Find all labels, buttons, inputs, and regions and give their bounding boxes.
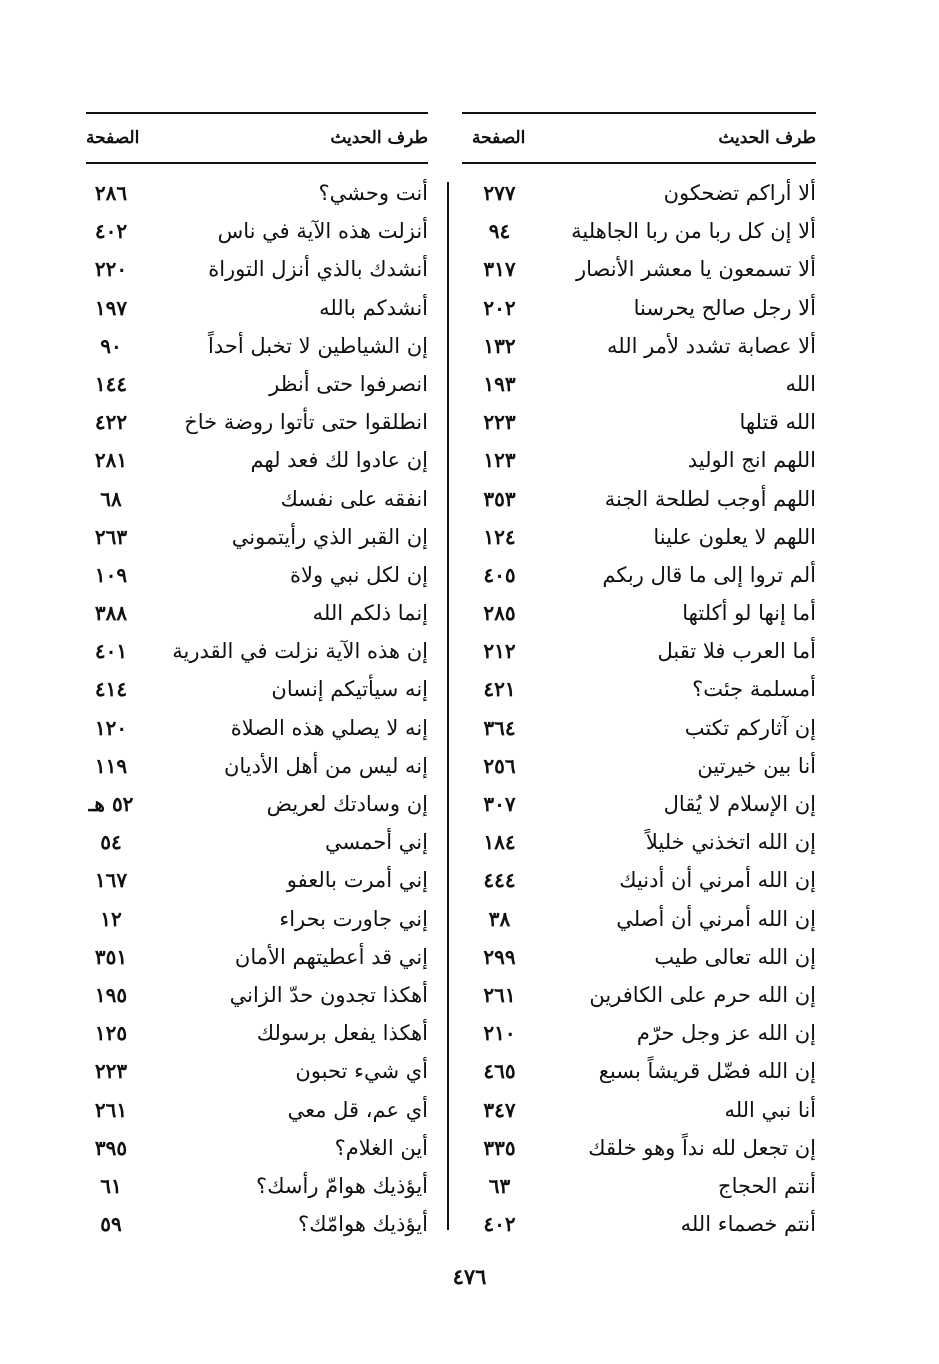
- page-ref: ٢٦١: [483, 982, 516, 1007]
- hadith-text: إن عادوا لك فعد لهم: [250, 448, 428, 473]
- page-ref: ٢٨١: [94, 448, 128, 473]
- hadith-text: إن وسادتك لعريض: [266, 792, 428, 816]
- index-entry: [462, 480, 816, 518]
- hadith-text: أهكذا تجدون حدّ الزاني: [229, 982, 428, 1007]
- index-entry: [462, 365, 816, 403]
- hadith-text: الله: [785, 371, 816, 396]
- index-entry: [462, 518, 816, 556]
- hadith-text: اللهم أوجب لطلحة الجنة: [604, 486, 816, 511]
- hadith-text: إن الله حرم على الكافرين: [589, 982, 816, 1007]
- hadith-text: إنما ذلكم الله: [312, 601, 428, 626]
- index-entry: [462, 1129, 816, 1167]
- hadith-text: أمسلمة جئت؟: [692, 677, 816, 702]
- page-ref: ٥٤: [100, 830, 122, 855]
- page-ref: ٦١: [100, 1173, 122, 1198]
- page-ref: ٢١٠: [483, 1021, 516, 1046]
- hadith-text: انصرفوا حتى أنظر: [269, 371, 428, 396]
- hadith-text: ألا تسمعون يا معشر الأنصار: [576, 257, 816, 282]
- index-entry: [462, 900, 816, 938]
- page-ref: ٤٠٥: [483, 562, 516, 587]
- page-ref: ٢٨٥: [483, 601, 516, 626]
- page-ref: ١٢٥: [94, 1021, 128, 1046]
- hadith-text: إني قد أعطيتهم الأمان: [234, 944, 428, 969]
- hadith-text: أنت وحشي؟: [318, 181, 428, 205]
- index-entry: [462, 823, 816, 861]
- hadith-text: إن الله تعالى طيب: [654, 944, 816, 969]
- page-ref: ٩٤: [488, 219, 511, 244]
- page-ref: ٢٨٦: [94, 181, 128, 205]
- hadith-text: انفقه على نفسك: [280, 486, 428, 511]
- index-entry: [86, 365, 428, 403]
- page-ref: ٦٨: [100, 486, 122, 511]
- page-ref: ٢٧٧: [483, 181, 516, 205]
- index-entry: [462, 861, 816, 899]
- index-entry: [86, 250, 428, 288]
- hadith-text: أما إنها لو أكلتها: [682, 601, 816, 626]
- index-entry: [86, 785, 428, 823]
- index-entry: [86, 1129, 428, 1167]
- index-entry: [462, 441, 816, 479]
- hadith-text: أنشدك بالذي أنزل التوراة: [208, 257, 428, 282]
- page-ref: ١٢٤: [483, 524, 516, 549]
- page-ref: ٣٦٤: [483, 715, 516, 740]
- page-ref: ٢٩٩: [483, 944, 516, 969]
- index-entry: [86, 327, 428, 365]
- column-header: [86, 114, 428, 162]
- index-entry: [462, 403, 816, 441]
- page-ref: ٣١٧: [483, 257, 516, 282]
- index-entry: [462, 709, 816, 747]
- header-title-label: طرف الحديث: [330, 128, 428, 148]
- page-ref: ٥٩: [100, 1212, 122, 1237]
- entry-list: [462, 164, 816, 1243]
- hadith-text: إنه سيأتيكم إنسان: [271, 677, 428, 702]
- index-entry: [462, 670, 816, 708]
- page-ref: ٢٥٦: [483, 753, 516, 778]
- hadith-text: ألا عصابة تشدد لأمر الله: [607, 333, 816, 358]
- hadith-text: ألا رجل صالح يحرسنا: [633, 295, 816, 320]
- index-entry: [86, 632, 428, 670]
- page-ref: ٥٢ هـ: [88, 792, 134, 816]
- index-entry: [462, 976, 816, 1014]
- hadith-text: أي عم، قل معي: [287, 1097, 428, 1122]
- page-ref: ٢٢٣: [94, 1059, 128, 1084]
- hadith-text: إن القبر الذي رأيتموني: [231, 524, 428, 549]
- page-ref: ٣٤٧: [483, 1097, 516, 1122]
- index-entry: [86, 289, 428, 327]
- hadith-text: إن الله أمرني أن أصلي: [616, 906, 816, 931]
- entry-list: [86, 164, 428, 1243]
- page-ref: ٤٠٢: [94, 219, 128, 244]
- hadith-text: أيؤذيك هوامّك؟: [298, 1212, 428, 1237]
- index-entry: [462, 327, 816, 365]
- hadith-text: إن الله فضّل قريشاً بسبع: [598, 1059, 816, 1084]
- hadith-text: إن آثاركم تكتب: [684, 715, 816, 740]
- hadith-text: إن تجعل لله نداً وهو خلقك: [588, 1135, 816, 1160]
- index-entry: [462, 1052, 816, 1090]
- page-ref: ٢٠٢: [483, 295, 516, 320]
- page-ref: ٤٠٢: [483, 1212, 516, 1237]
- index-entry: [462, 250, 816, 288]
- page-ref: ٢٦١: [94, 1097, 128, 1122]
- hadith-text: إن الله اتخذني خليلاً: [645, 830, 816, 855]
- hadith-text: إن الشياطين لا تخبل أحداً: [208, 333, 428, 358]
- header-page-label: الصفحة: [86, 128, 140, 148]
- hadith-text: أي شيء تحبون: [295, 1059, 428, 1084]
- page-ref: ٤٦٥: [483, 1059, 516, 1084]
- page-ref: ٤٢١: [483, 677, 516, 702]
- index-entry: [462, 556, 816, 594]
- page-ref: ٤٢٢: [94, 410, 128, 435]
- hadith-text: إني أمرت بالعفو: [286, 868, 428, 893]
- hadith-text: إن هذه الآية نزلت في القدرية: [172, 639, 428, 664]
- page-ref: ٣٩٥: [94, 1135, 128, 1160]
- page-ref: ١١٩: [94, 753, 128, 778]
- index-entry: [86, 212, 428, 250]
- page-ref: ١٩٧: [94, 295, 128, 320]
- index-entry: [86, 1205, 428, 1243]
- left-index-column: [86, 112, 428, 1243]
- index-entry: [86, 747, 428, 785]
- hadith-text: أيؤذيك هوامّ رأسك؟: [256, 1173, 428, 1198]
- hadith-text: أين الغلام؟: [334, 1135, 428, 1160]
- hadith-text: ألم تروا إلى ما قال ربكم: [602, 562, 816, 587]
- hadith-text: إنه لا يصلي هذه الصلاة: [230, 715, 428, 740]
- index-entry: [86, 403, 428, 441]
- page-number: ٤٧٦: [452, 1264, 487, 1289]
- hadith-text: أنا بين خيرتين: [697, 753, 816, 778]
- page-ref: ١٢: [100, 906, 122, 931]
- column-divider: [447, 182, 449, 1230]
- hadith-text: أهكذا يفعل برسولك: [256, 1021, 428, 1046]
- hadith-text: اللهم انج الوليد: [687, 448, 816, 473]
- index-entry: [86, 823, 428, 861]
- page-ref: ٩٠: [100, 333, 122, 358]
- index-entry: [86, 480, 428, 518]
- index-entry: [86, 670, 428, 708]
- index-entry: [462, 785, 816, 823]
- hadith-text: انطلقوا حتى تأتوا روضة خاخ: [184, 410, 428, 435]
- hadith-text: إني جاورت بحراء: [279, 906, 428, 931]
- index-entry: [86, 938, 428, 976]
- page-ref: ١٨٤: [483, 830, 516, 855]
- page-ref: ٢١٢: [483, 639, 516, 664]
- page-ref: ١٩٥: [94, 982, 128, 1007]
- index-entry: [86, 556, 428, 594]
- right-index-column: [462, 112, 816, 1243]
- page-ref: ٣٣٥: [483, 1135, 516, 1160]
- index-entry: [462, 1091, 816, 1129]
- page-ref: ١٩٣: [483, 371, 516, 396]
- hadith-text: إن الله أمرني أن أدنيك: [619, 868, 816, 893]
- index-entry: [462, 1167, 816, 1205]
- index-entry: [462, 1014, 816, 1052]
- index-entry: [86, 174, 428, 212]
- index-entry: [86, 1052, 428, 1090]
- index-entry: [462, 938, 816, 976]
- index-entry: [86, 441, 428, 479]
- page-ref: ١٣٢: [483, 333, 516, 358]
- hadith-text: أنا نبي الله: [724, 1097, 816, 1122]
- hadith-text: إن لكل نبي ولاة: [290, 562, 428, 587]
- page-ref: ٢٦٣: [94, 524, 128, 549]
- index-entry: [86, 709, 428, 747]
- hadith-text: إن الله عز وجل حرّم: [636, 1021, 816, 1046]
- page-ref: ١٢٣: [483, 448, 516, 473]
- page-ref: ٢٢٠: [94, 257, 128, 282]
- page-ref: ١٤٤: [94, 371, 128, 396]
- header-page-label: الصفحة: [472, 128, 526, 148]
- hadith-text: إني أحمسي: [324, 830, 428, 855]
- page-ref: ٣٥٣: [483, 486, 516, 511]
- index-entry: [86, 1014, 428, 1052]
- index-entry: [86, 976, 428, 1014]
- hadith-text: أنتم خصماء الله: [680, 1212, 816, 1237]
- page-ref: ٣٨٨: [94, 601, 128, 626]
- hadith-text: أنشدكم بالله: [319, 295, 428, 320]
- hadith-text: اللهم لا يعلون علينا: [653, 524, 816, 549]
- hadith-text: الله قتلها: [739, 410, 816, 435]
- page-ref: ٣٥١: [94, 944, 128, 969]
- hadith-text: أنزلت هذه الآية في ناس: [217, 219, 428, 244]
- page-ref: ١٢٠: [94, 715, 128, 740]
- page-ref: ٦٣: [488, 1173, 511, 1198]
- index-entry: [462, 632, 816, 670]
- hadith-text: أما العرب فلا تقبل: [657, 639, 816, 664]
- page-ref: ٤٤٤: [483, 868, 516, 893]
- hadith-text: أنتم الحجاج: [718, 1173, 816, 1198]
- index-entry: [86, 900, 428, 938]
- column-header: [462, 114, 816, 162]
- hadith-text: إنه ليس من أهل الأديان: [223, 753, 428, 778]
- page-ref: ١٠٩: [94, 562, 128, 587]
- index-entry: [86, 518, 428, 556]
- page-ref: ٢٢٣: [483, 410, 516, 435]
- index-entry: [462, 594, 816, 632]
- page-ref: ٣٨: [488, 906, 511, 931]
- header-title-label: طرف الحديث: [718, 128, 816, 148]
- index-entry: [462, 212, 816, 250]
- index-entry: [86, 861, 428, 899]
- hadith-text: ألا إن كل ربا من ربا الجاهلية: [571, 219, 816, 244]
- index-entry: [462, 289, 816, 327]
- hadith-text: إن الإسلام لا يُقال: [663, 792, 816, 816]
- index-entry: [86, 594, 428, 632]
- page-ref: ١٦٧: [94, 868, 128, 893]
- page-ref: ٣٠٧: [483, 792, 516, 816]
- index-entry: [462, 1205, 816, 1243]
- index-entry: [462, 174, 816, 212]
- hadith-text: ألا أراكم تضحكون: [663, 181, 816, 205]
- page-ref: ٤٠١: [94, 639, 128, 664]
- index-entry: [86, 1091, 428, 1129]
- index-entry: [462, 747, 816, 785]
- index-entry: [86, 1167, 428, 1205]
- page-ref: ٤١٤: [94, 677, 128, 702]
